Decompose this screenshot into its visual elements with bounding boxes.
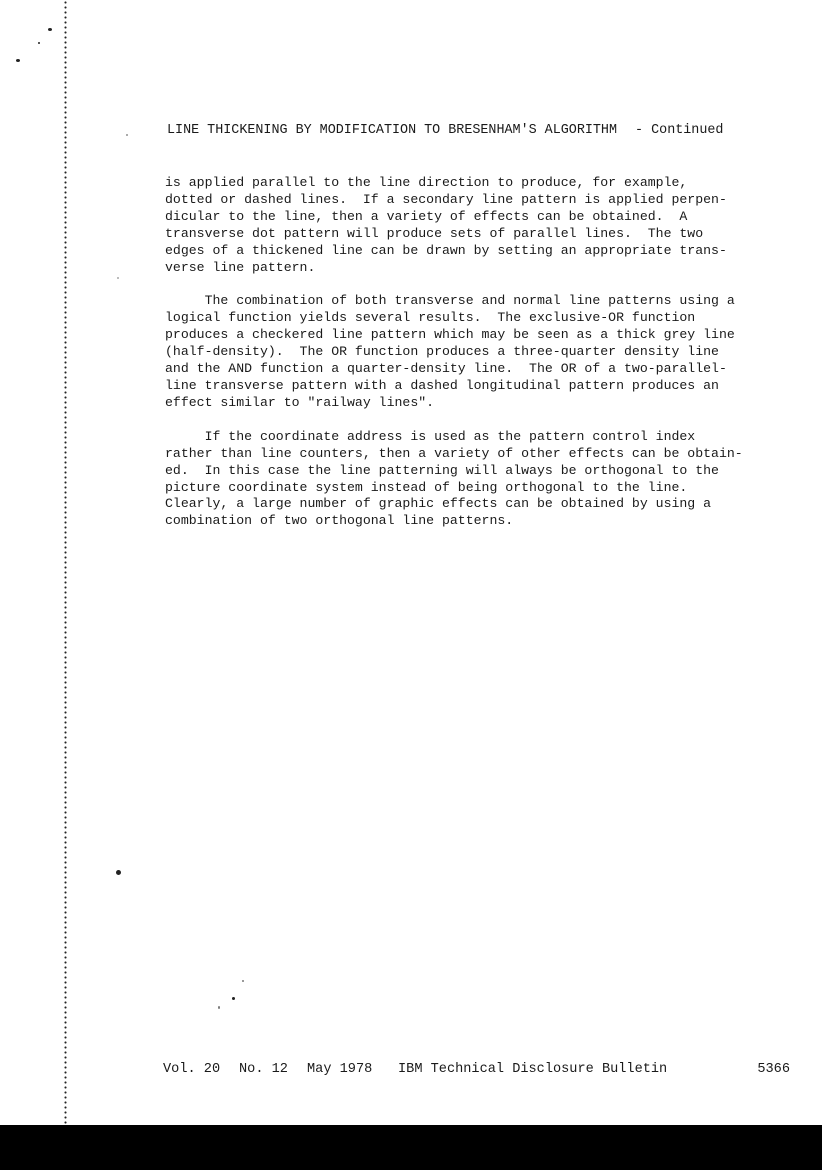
scan-speck [116, 870, 121, 875]
text-line: line transverse pattern with a dashed longitudinal pattern produces an [165, 377, 719, 393]
text-line: If the coordinate address is used as the pattern control index [165, 428, 696, 444]
scan-speck [242, 980, 244, 982]
footer-date: May 1978 [307, 1062, 373, 1077]
header-title: LINE THICKENING BY MODIFICATION TO BRESENHAM'S ALGORITHM [167, 123, 617, 138]
text-line: Clearly, a large number of graphic effects can be obtained by using a [165, 496, 712, 512]
text-line: dicular to the line, then a variety of effects can be obtained. A [165, 208, 688, 224]
footer-volume: Vol. 20 [163, 1062, 221, 1077]
text-line: (half-density). The OR function produces a three-quarter density line [165, 344, 719, 360]
paragraph-1 [165, 175, 785, 276]
scan-speck [38, 42, 40, 44]
scan-speck [232, 997, 235, 1000]
paragraph-2 [165, 293, 785, 411]
scan-speck [126, 134, 128, 136]
page-footer [163, 1061, 793, 1081]
text-line: produces a checkered line pattern which may be seen as a thick grey line [165, 327, 735, 343]
text-line: picture coordinate system instead of being orthogonal to the line. [165, 479, 688, 495]
text-line: effect similar to "railway lines". [165, 394, 435, 410]
text-line: rather than line counters, then a variety of other effects can be obtain- [165, 445, 743, 461]
text-line: The combination of both transverse and normal line patterns using a [165, 293, 735, 309]
text-line: dotted or dashed lines. If a secondary line pattern is applied perpen- [165, 191, 727, 207]
footer-publication: IBM Technical Disclosure Bulletin [398, 1062, 668, 1077]
text-line: ed. In this case the line patterning will always be orthogonal to the [165, 462, 719, 478]
tractor-feed-perforations [64, 0, 67, 1128]
scan-speck [218, 1006, 220, 1009]
text-line: verse line pattern. [165, 259, 316, 275]
scan-speck [48, 28, 52, 31]
text-line: edges of a thickened line can be drawn by setting an appropriate trans- [165, 242, 727, 258]
text-line: and the AND function a quarter-density line. The OR of a two-parallel- [165, 361, 727, 377]
header-continued: - Continued [635, 123, 724, 138]
scan-speck [16, 59, 20, 62]
running-header [167, 122, 767, 140]
text-line: transverse dot pattern will produce sets of parallel lines. The two [165, 225, 704, 241]
scan-speck [117, 277, 119, 279]
footer-number: No. 12 [239, 1062, 288, 1077]
scan-bottom-border [0, 1125, 822, 1170]
text-line: combination of two orthogonal line patterns. [165, 513, 514, 529]
footer-page-number: 5366 [757, 1062, 790, 1077]
body-text [165, 175, 785, 530]
text-line: is applied parallel to the line direction to produce, for example, [165, 175, 688, 190]
text-line: logical function yields several results. The exclusive-OR function [165, 310, 696, 326]
paragraph-3 [165, 429, 785, 530]
